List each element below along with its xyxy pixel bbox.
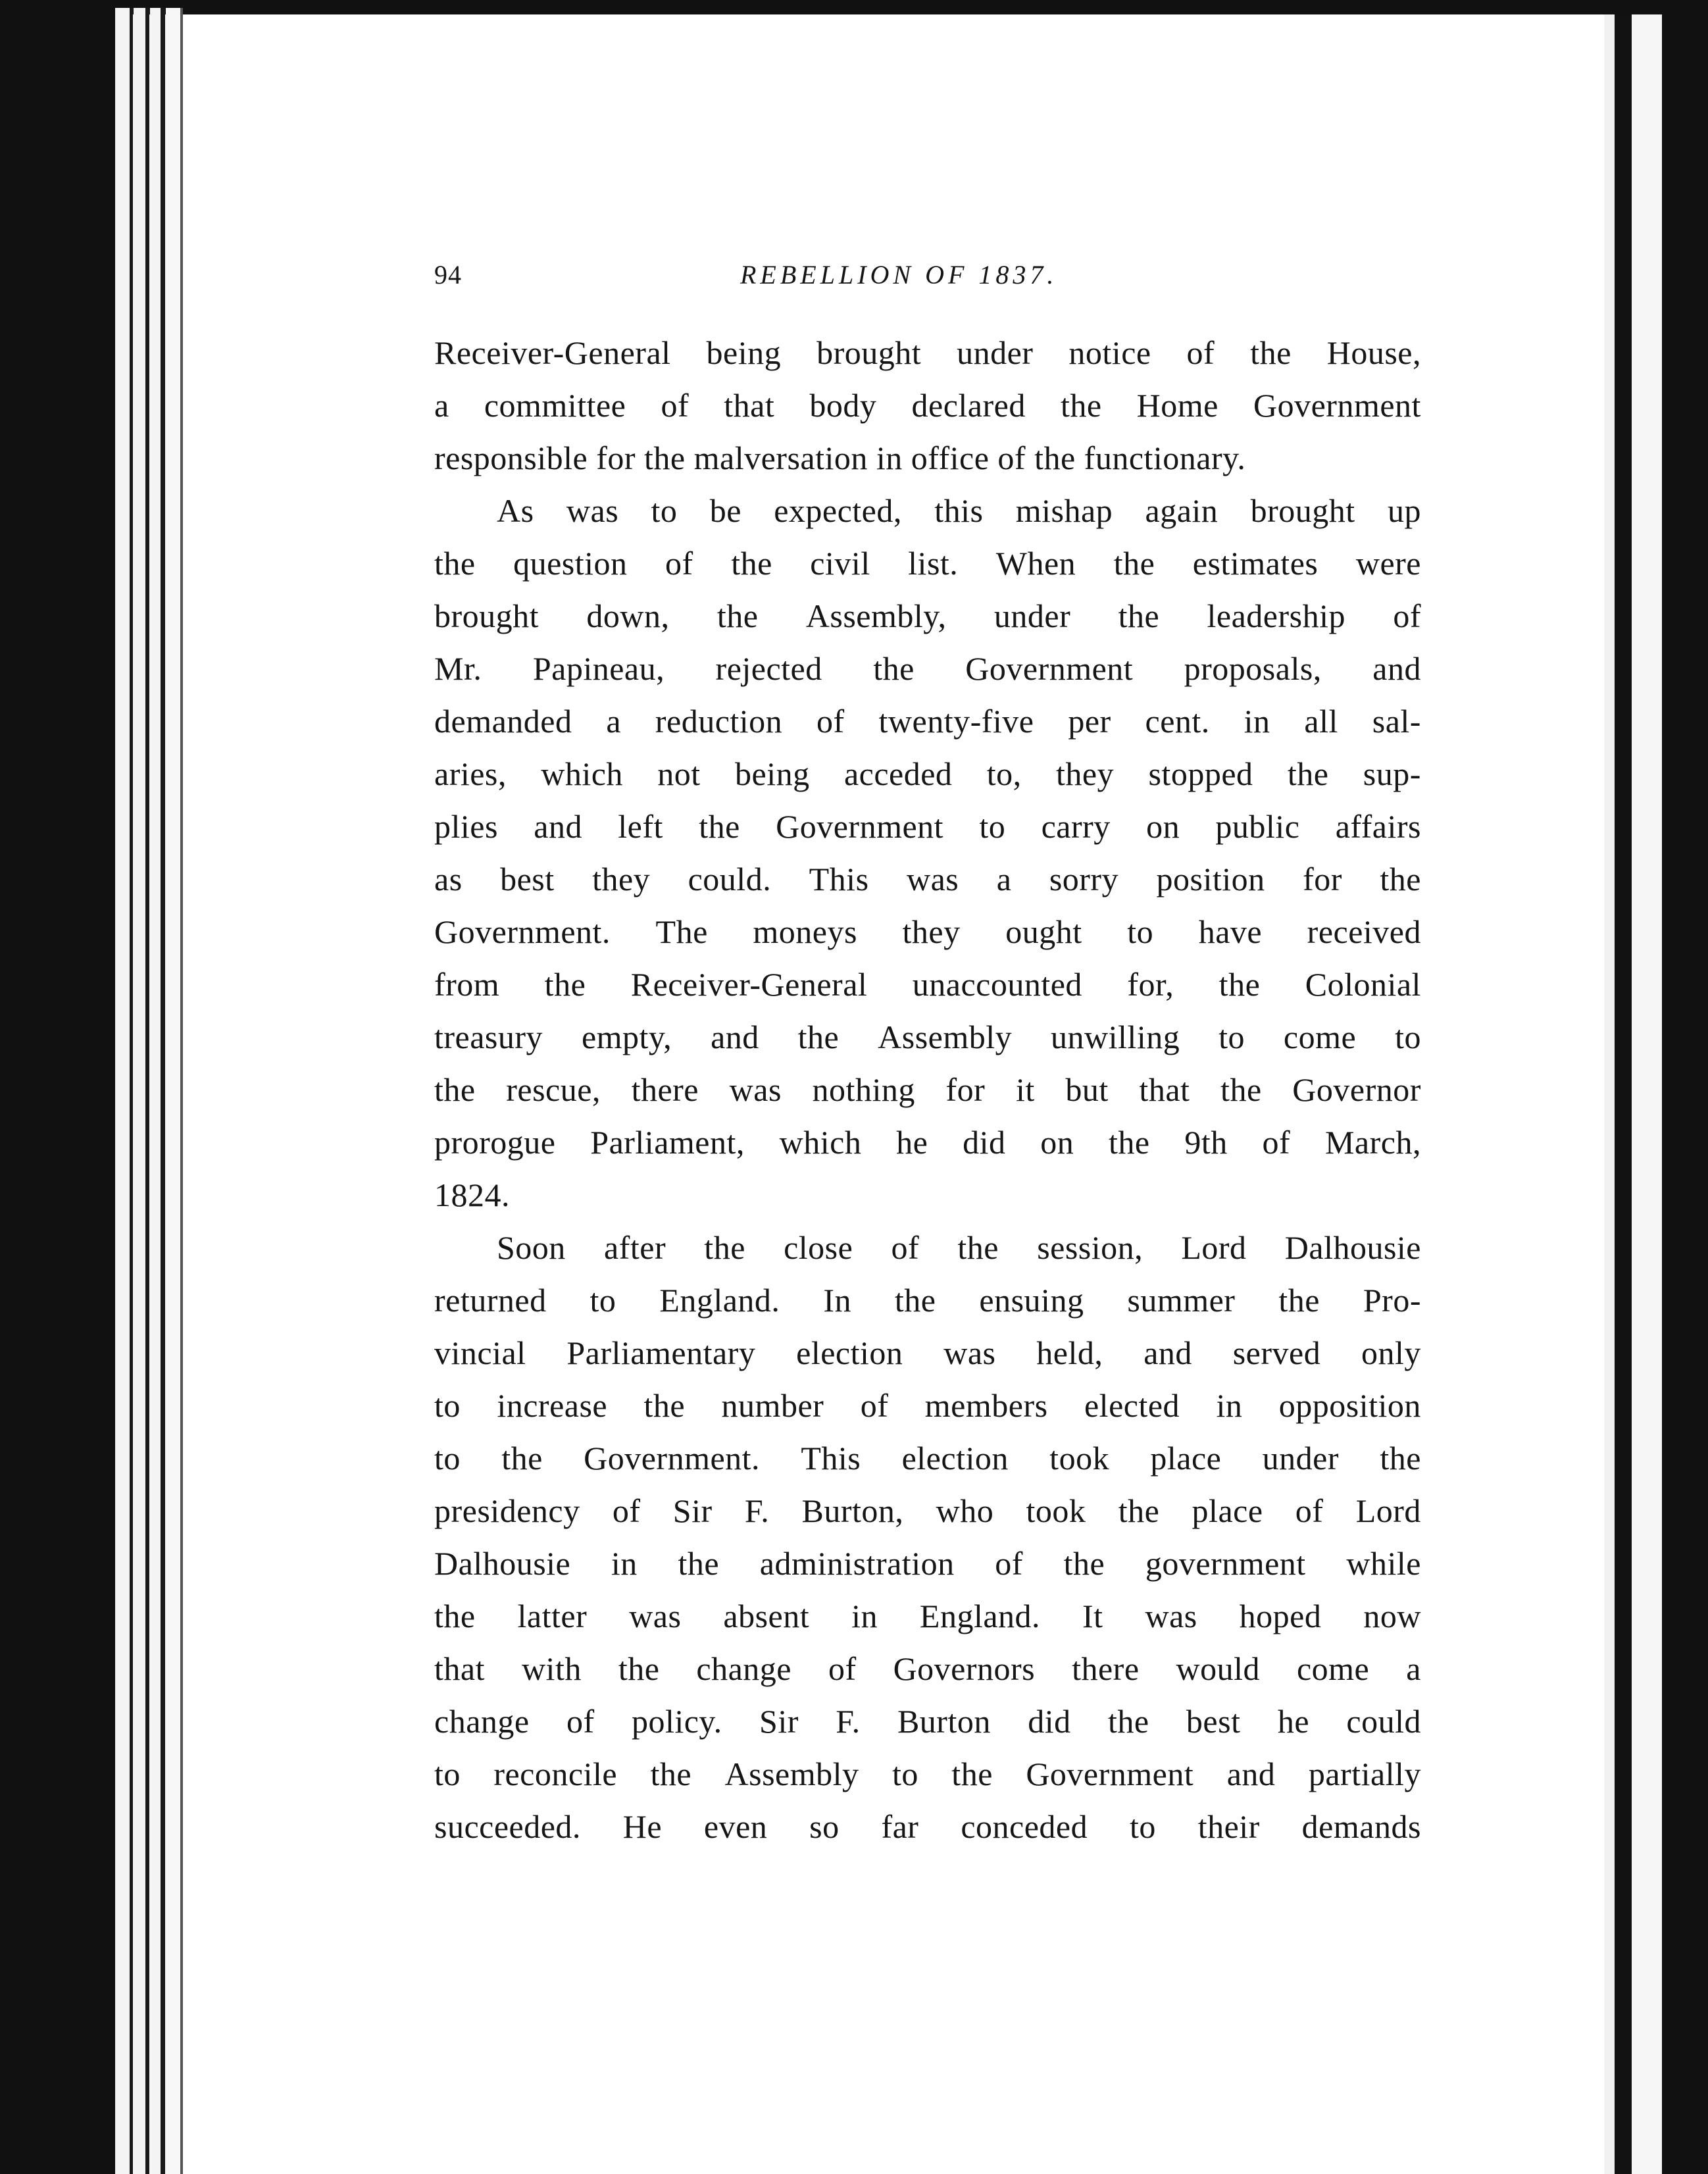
text-line: to increase the number of members elected in opposition (434, 1387, 1421, 1424)
text-line: aries, which not being acceded to, they stopped the sup- (434, 755, 1421, 792)
text-line: prorogue Parliament, which he did on the 9th of March, (434, 1124, 1421, 1161)
page-edge-shadow (161, 8, 165, 2174)
text-line: Receiver-General being brought under notice of the House, (434, 334, 1421, 371)
text-line: the question of the civil list. When the estimates were (434, 545, 1421, 582)
text-line: the latter was absent in England. It was hoped now (434, 1598, 1421, 1634)
text-line: a committee of that body declared the Home Government (434, 387, 1421, 424)
text-line: Mr. Papineau, rejected the Government proposals, and (434, 650, 1421, 687)
text-line: treasury empty, and the Assembly unwilling to come to (434, 1019, 1421, 1055)
body-text (434, 326, 1421, 1853)
text-line: 1824. (434, 1176, 510, 1213)
page-number: 94 (434, 260, 462, 290)
text-line: responsible for the malversation in office of the functionary. (434, 440, 1246, 476)
page-edge-shadow (145, 8, 149, 2174)
book-gutter-right (1615, 14, 1632, 2174)
text-line: that with the change of Governors there would come a (434, 1650, 1421, 1687)
page-edge-shadow (130, 8, 133, 2174)
next-page-edge (1604, 14, 1615, 2174)
page-edge (115, 8, 130, 2174)
running-head (0, 255, 1708, 308)
text-line: demanded a reduction of twenty-five per cent. in all sal- (434, 703, 1421, 740)
scanner-border-top (0, 0, 1708, 14)
page-edge (134, 8, 145, 2174)
text-line: from the Receiver-General unaccounted for, the Colonial (434, 966, 1421, 1003)
text-line: returned to England. In the ensuing summer the Pro- (434, 1282, 1421, 1319)
text-line: brought down, the Assembly, under the leadership of (434, 597, 1421, 634)
book-spine-left (0, 0, 115, 2174)
text-line: change of policy. Sir F. Burton did the best he could (434, 1703, 1421, 1740)
text-line: to the Government. This election took place under the (434, 1440, 1421, 1477)
page-edge (166, 8, 180, 2174)
text-line: plies and left the Government to carry on public affairs (434, 808, 1421, 845)
running-title: REBELLION OF 1837. (740, 260, 1058, 290)
text-line: vincial Parliamentary election was held, and served only (434, 1334, 1421, 1371)
text-line: presidency of Sir F. Burton, who took the place of Lord (434, 1492, 1421, 1529)
text-line: Government. The moneys they ought to have received (434, 913, 1421, 950)
scanner-border-right (1662, 0, 1708, 2174)
next-page-leaf (1632, 14, 1662, 2174)
text-line: as best they could. This was a sorry position for the (434, 861, 1421, 897)
page-edge (150, 8, 161, 2174)
text-line: Dalhousie in the administration of the government while (434, 1545, 1421, 1582)
text-line: to reconcile the Assembly to the Government and partially (434, 1756, 1421, 1792)
text-line: Soon after the close of the session, Lord Dalhousie (497, 1229, 1421, 1266)
text-line: the rescue, there was nothing for it but that the Governor (434, 1071, 1421, 1108)
text-line: As was to be expected, this mishap again brought up (497, 492, 1421, 529)
text-line: succeeded. He even so far conceded to their demands (434, 1808, 1421, 1845)
